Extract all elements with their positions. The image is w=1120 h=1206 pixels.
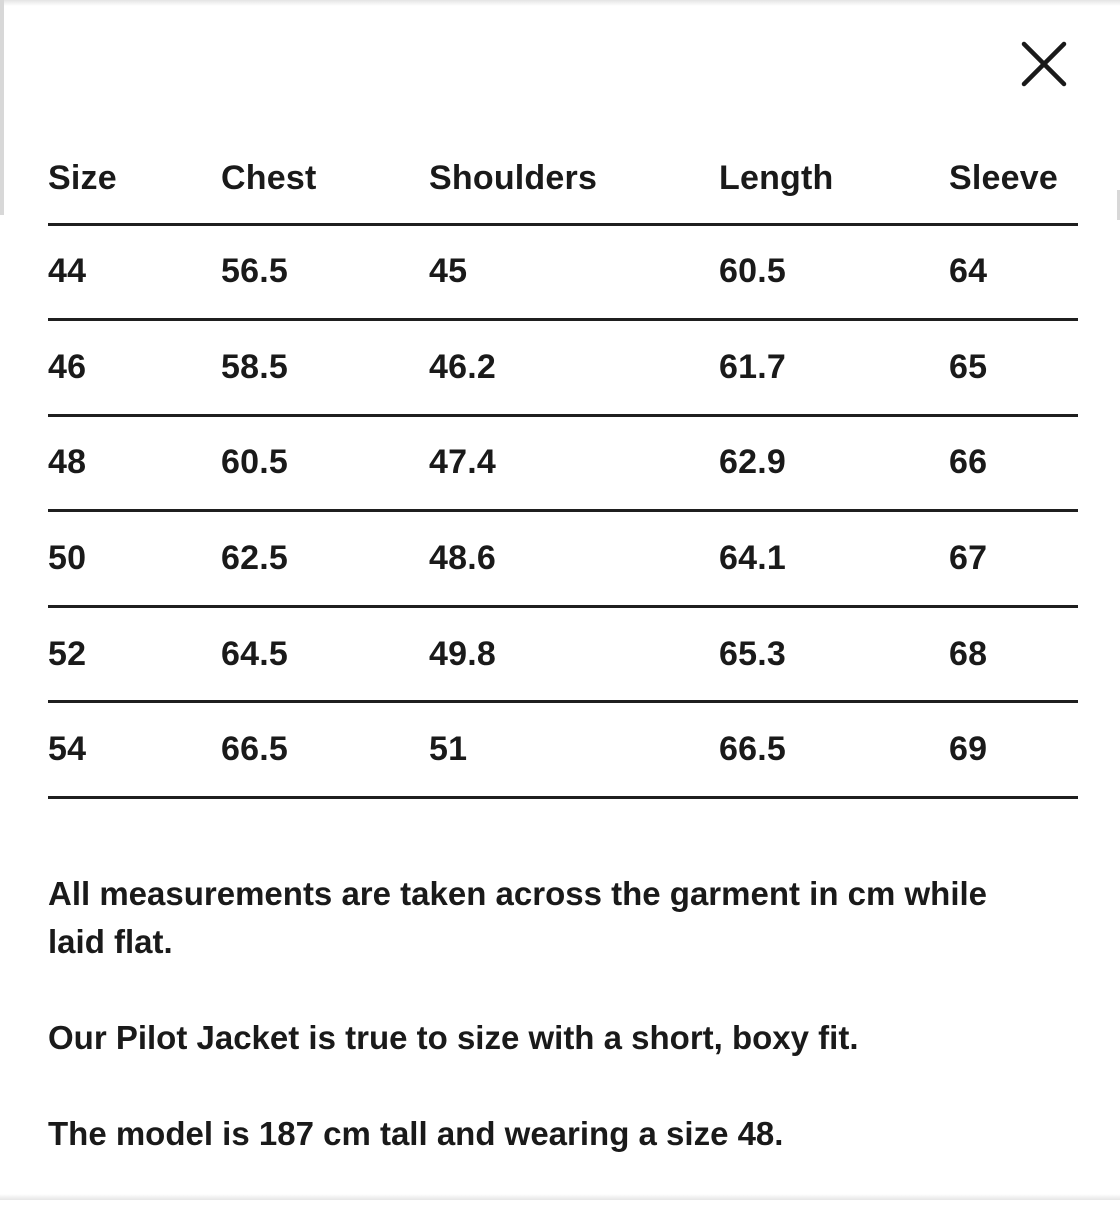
table-header bbox=[48, 132, 1078, 224]
table-row bbox=[48, 320, 1078, 416]
cell-sleeve: 69 bbox=[949, 702, 1078, 798]
cell-chest: 56.5 bbox=[221, 224, 429, 320]
close-icon bbox=[1020, 40, 1068, 88]
table-row bbox=[48, 606, 1078, 702]
table-row bbox=[48, 224, 1078, 320]
top-edge bbox=[0, 0, 1120, 6]
table-row bbox=[48, 415, 1078, 511]
cell-length: 61.7 bbox=[719, 320, 949, 416]
header-shoulders: Shoulders bbox=[429, 132, 719, 224]
cell-size: 48 bbox=[48, 415, 221, 511]
table-body bbox=[48, 224, 1078, 798]
cell-shoulders: 49.8 bbox=[429, 606, 719, 702]
size-chart-table bbox=[48, 132, 1078, 799]
cell-sleeve: 67 bbox=[949, 511, 1078, 607]
header-row bbox=[48, 132, 1078, 224]
cell-sleeve: 66 bbox=[949, 415, 1078, 511]
measurement-note: All measurements are taken across the garment in cm while laid flat. bbox=[48, 875, 988, 960]
cell-length: 65.3 bbox=[719, 606, 949, 702]
fit-note: Our Pilot Jacket is true to size with a short, boxy fit. bbox=[48, 1019, 859, 1056]
header-size: Size bbox=[48, 132, 221, 224]
close-button[interactable] bbox=[1020, 40, 1068, 88]
cell-size: 54 bbox=[48, 702, 221, 798]
cell-chest: 58.5 bbox=[221, 320, 429, 416]
cell-shoulders: 51 bbox=[429, 702, 719, 798]
header-sleeve: Sleeve bbox=[949, 132, 1078, 224]
cell-size: 52 bbox=[48, 606, 221, 702]
left-edge bbox=[0, 0, 4, 215]
cell-shoulders: 45 bbox=[429, 224, 719, 320]
model-note: The model is 187 cm tall and wearing a size 48. bbox=[48, 1115, 784, 1152]
cell-sleeve: 68 bbox=[949, 606, 1078, 702]
table-row bbox=[48, 702, 1078, 798]
cell-length: 62.9 bbox=[719, 415, 949, 511]
cell-length: 60.5 bbox=[719, 224, 949, 320]
cell-length: 64.1 bbox=[719, 511, 949, 607]
fit-notes bbox=[48, 870, 1048, 1206]
header-chest: Chest bbox=[221, 132, 429, 224]
cell-size: 50 bbox=[48, 511, 221, 607]
cell-size: 46 bbox=[48, 320, 221, 416]
cell-size: 44 bbox=[48, 224, 221, 320]
cell-chest: 64.5 bbox=[221, 606, 429, 702]
cell-shoulders: 48.6 bbox=[429, 511, 719, 607]
cell-length: 66.5 bbox=[719, 702, 949, 798]
cell-shoulders: 46.2 bbox=[429, 320, 719, 416]
cell-sleeve: 64 bbox=[949, 224, 1078, 320]
cell-sleeve: 65 bbox=[949, 320, 1078, 416]
table-row bbox=[48, 511, 1078, 607]
cell-chest: 66.5 bbox=[221, 702, 429, 798]
cell-chest: 62.5 bbox=[221, 511, 429, 607]
cell-chest: 60.5 bbox=[221, 415, 429, 511]
cell-shoulders: 47.4 bbox=[429, 415, 719, 511]
header-length: Length bbox=[719, 132, 949, 224]
